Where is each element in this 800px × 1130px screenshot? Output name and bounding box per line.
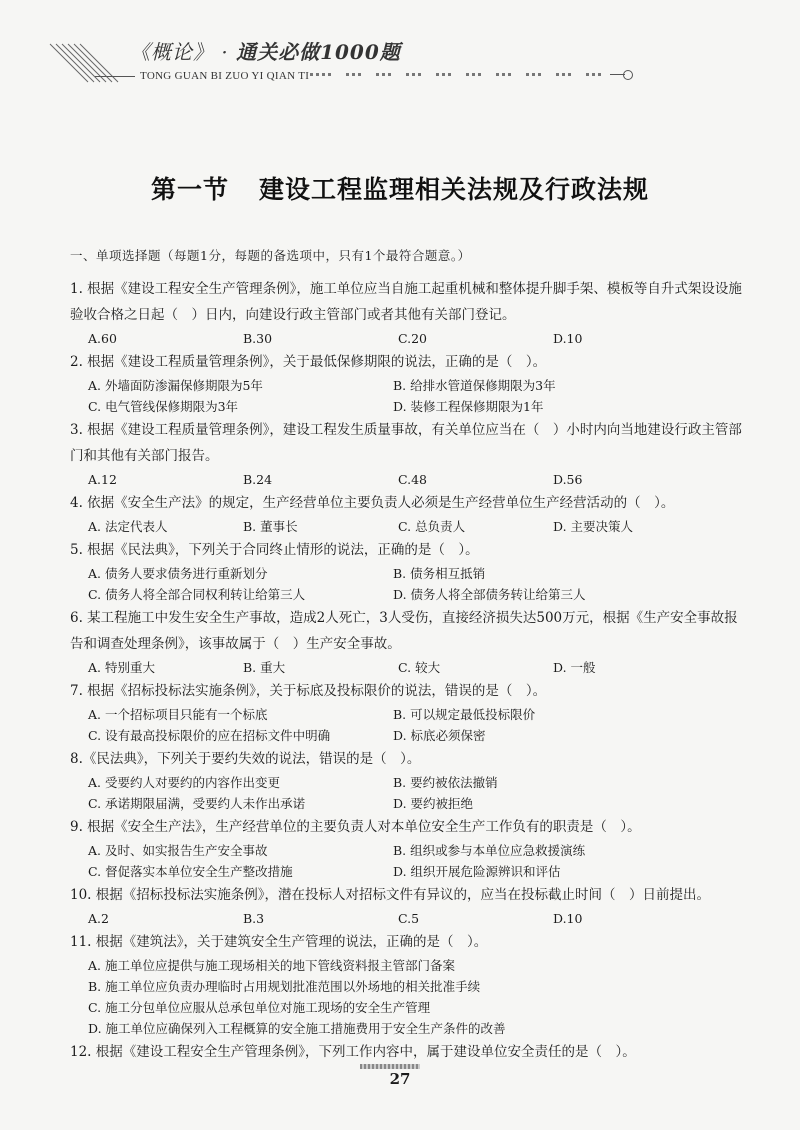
question-stem: 3. 根据《建设工程质量管理条例》，建设工程发生质量事故，有关单位应当在（ ）小时内向当地建设行政主管部门和其他有关部门报告。 bbox=[70, 422, 742, 464]
option-group bbox=[88, 657, 746, 678]
option-group bbox=[88, 469, 746, 490]
option-c: C.5 bbox=[398, 911, 420, 926]
question-stem: 1. 根据《建设工程安全生产管理条例》，施工单位应当自施工起重机械和整体提升脚手架、模板等自升式架设设施验收合格之日起（ ）日内，向建设行政主管部门或者其他有关部门登记。 bbox=[70, 281, 742, 323]
header-subtitle: TONG GUAN BI ZUO YI QIAN TI bbox=[140, 70, 310, 82]
question-stem: 12. 根据《建设工程安全生产管理条例》，下列工作内容中，属于建设单位安全责任的是（ ）。 bbox=[70, 1044, 636, 1060]
option-c: C.20 bbox=[398, 331, 427, 346]
option-a: A. 法定代表人 bbox=[88, 519, 168, 534]
option-d: D.56 bbox=[553, 472, 583, 487]
option-c: C. 较大 bbox=[398, 660, 441, 675]
option-c: C. 施工分包单位应服从总承包单位对施工现场的安全生产管理 bbox=[88, 1000, 431, 1015]
option-b: B.3 bbox=[243, 911, 265, 926]
header-decoration-icon bbox=[40, 30, 140, 86]
option-a: A.2 bbox=[88, 911, 109, 926]
section-title-text: 建设工程监理相关法规及行政法规 bbox=[259, 175, 650, 204]
question-12 bbox=[70, 1039, 746, 1065]
option-a: A. 一个招标项目只能有一个标底 bbox=[88, 707, 268, 722]
option-c: C. 设有最高投标限价的应在招标文件中明确 bbox=[88, 728, 331, 743]
header-title bbox=[130, 36, 401, 65]
option-b: B. 施工单位应负责办理临时占用规划批准范围以外场地的相关批准手续 bbox=[88, 979, 481, 994]
option-b: B. 董事长 bbox=[243, 519, 298, 534]
option-group bbox=[88, 704, 746, 746]
header-left-rule bbox=[95, 76, 135, 77]
question-6 bbox=[70, 605, 746, 678]
option-c: C. 债务人将全部合同权利转让给第三人 bbox=[88, 587, 306, 602]
option-b: B. 要约被依法撤销 bbox=[393, 775, 498, 790]
question-stem: 5. 根据《民法典》，下列关于合同终止情形的说法，正确的是（ ）。 bbox=[70, 542, 479, 558]
option-a: A. 特别重大 bbox=[88, 660, 155, 675]
question-stem: 10. 根据《招标投标法实施条例》，潜在投标人对招标文件有异议的，应当在投标截止时间（ ）日前提出。 bbox=[70, 887, 711, 903]
option-c: C. 督促落实本单位安全生产整改措施 bbox=[88, 864, 293, 879]
option-c: C. 电气管线保修期限为3年 bbox=[88, 399, 239, 414]
option-a: A. 施工单位应提供与施工现场相关的地下管线资料报主管部门备案 bbox=[88, 958, 455, 973]
option-a: A. 及时、如实报告生产安全事故 bbox=[88, 843, 268, 858]
question-4 bbox=[70, 490, 746, 537]
option-c: C.48 bbox=[398, 472, 427, 487]
question-stem: 6. 某工程施工中发生安全生产事故，造成2人死亡，3人受伤，直接经济损失达500万元，根据《生产安全事故报告和调查处理条例》，该事故属于（ ）生产安全事故。 bbox=[70, 610, 738, 652]
question-5 bbox=[70, 537, 746, 605]
option-b: B. 给排水管道保修期限为3年 bbox=[393, 378, 556, 393]
option-d: D. 施工单位应确保列入工程概算的安全施工措施费用于安全生产条件的改善 bbox=[88, 1021, 506, 1036]
option-group bbox=[88, 908, 746, 929]
section-title bbox=[0, 170, 800, 206]
option-group bbox=[88, 328, 746, 349]
question-10 bbox=[70, 882, 746, 929]
option-a: A.60 bbox=[88, 331, 117, 346]
option-d: D. 标底必须保密 bbox=[393, 728, 486, 743]
question-stem: 7. 根据《招标投标法实施条例》，关于标底及投标限价的说法，错误的是（ ）。 bbox=[70, 683, 547, 699]
question-stem: 11. 根据《建筑法》，关于建筑安全生产管理的说法，正确的是（ ）。 bbox=[70, 934, 488, 950]
question-stem: 8.《民法典》，下列关于要约失效的说法，错误的是（ ）。 bbox=[70, 751, 421, 767]
option-a: A. 债务人要求债务进行重新划分 bbox=[88, 566, 268, 581]
option-d: D. 主要决策人 bbox=[553, 519, 634, 534]
option-b: B. 债务相互抵销 bbox=[393, 566, 486, 581]
question-list bbox=[70, 246, 746, 1065]
question-stem: 4. 依据《安全生产法》的规定，生产经营单位主要负责人必须是生产经营单位生产经营活动的（ ）。 bbox=[70, 495, 675, 511]
option-group bbox=[88, 840, 746, 882]
section-title-number: 第一节 bbox=[150, 175, 229, 204]
question-1 bbox=[70, 276, 746, 349]
option-d: D. 债务人将全部债务转让给第三人 bbox=[393, 587, 586, 602]
option-c: C. 总负责人 bbox=[398, 519, 466, 534]
header-title-dot: · bbox=[221, 40, 229, 64]
option-b: B. 可以规定最低投标限价 bbox=[393, 707, 536, 722]
question-2 bbox=[70, 349, 746, 417]
option-a: A. 外墙面防渗漏保修期限为5年 bbox=[88, 378, 263, 393]
question-8 bbox=[70, 746, 746, 814]
header-title-prefix: 《概论》 bbox=[130, 40, 214, 64]
instruction: 一、单项选择题（每题1分，每题的备选项中，只有1个最符合题意。） bbox=[70, 248, 471, 263]
option-d: D. 组织开展危险源辨识和评估 bbox=[393, 864, 561, 879]
option-c: C. 承诺期限届满，受要约人未作出承诺 bbox=[88, 796, 306, 811]
question-11 bbox=[70, 929, 746, 1039]
option-group bbox=[88, 955, 746, 1039]
option-group bbox=[88, 375, 746, 417]
page-header bbox=[40, 30, 800, 90]
option-d: D.10 bbox=[553, 911, 583, 926]
header-title-main: 通关必做1000题 bbox=[236, 40, 401, 64]
option-group bbox=[88, 772, 746, 814]
page-number: 27 bbox=[389, 1070, 411, 1088]
option-b: B. 组织或参与本单位应急救援演练 bbox=[393, 843, 586, 858]
question-stem: 9. 根据《安全生产法》，生产经营单位的主要负责人对本单位安全生产工作负有的职责是（ ）。 bbox=[70, 819, 641, 835]
question-9 bbox=[70, 814, 746, 882]
footer-decoration bbox=[360, 1064, 420, 1069]
option-a: A. 受要约人对要约的内容作出变更 bbox=[88, 775, 280, 790]
option-a: A.12 bbox=[88, 472, 117, 487]
option-d: D. 要约被拒绝 bbox=[393, 796, 474, 811]
option-d: D. 装修工程保修期限为1年 bbox=[393, 399, 544, 414]
option-b: B.30 bbox=[243, 331, 273, 346]
question-stem: 2. 根据《建设工程质量管理条例》，关于最低保修期限的说法，正确的是（ ）。 bbox=[70, 354, 547, 370]
question-3 bbox=[70, 417, 746, 490]
question-7 bbox=[70, 678, 746, 746]
option-d: D.10 bbox=[553, 331, 583, 346]
option-b: B.24 bbox=[243, 472, 273, 487]
option-group bbox=[88, 516, 746, 537]
option-d: D. 一般 bbox=[553, 660, 596, 675]
option-group bbox=[88, 563, 746, 605]
header-circle-icon bbox=[623, 70, 633, 80]
header-dot-pattern bbox=[310, 68, 610, 82]
option-b: B. 重大 bbox=[243, 660, 286, 675]
